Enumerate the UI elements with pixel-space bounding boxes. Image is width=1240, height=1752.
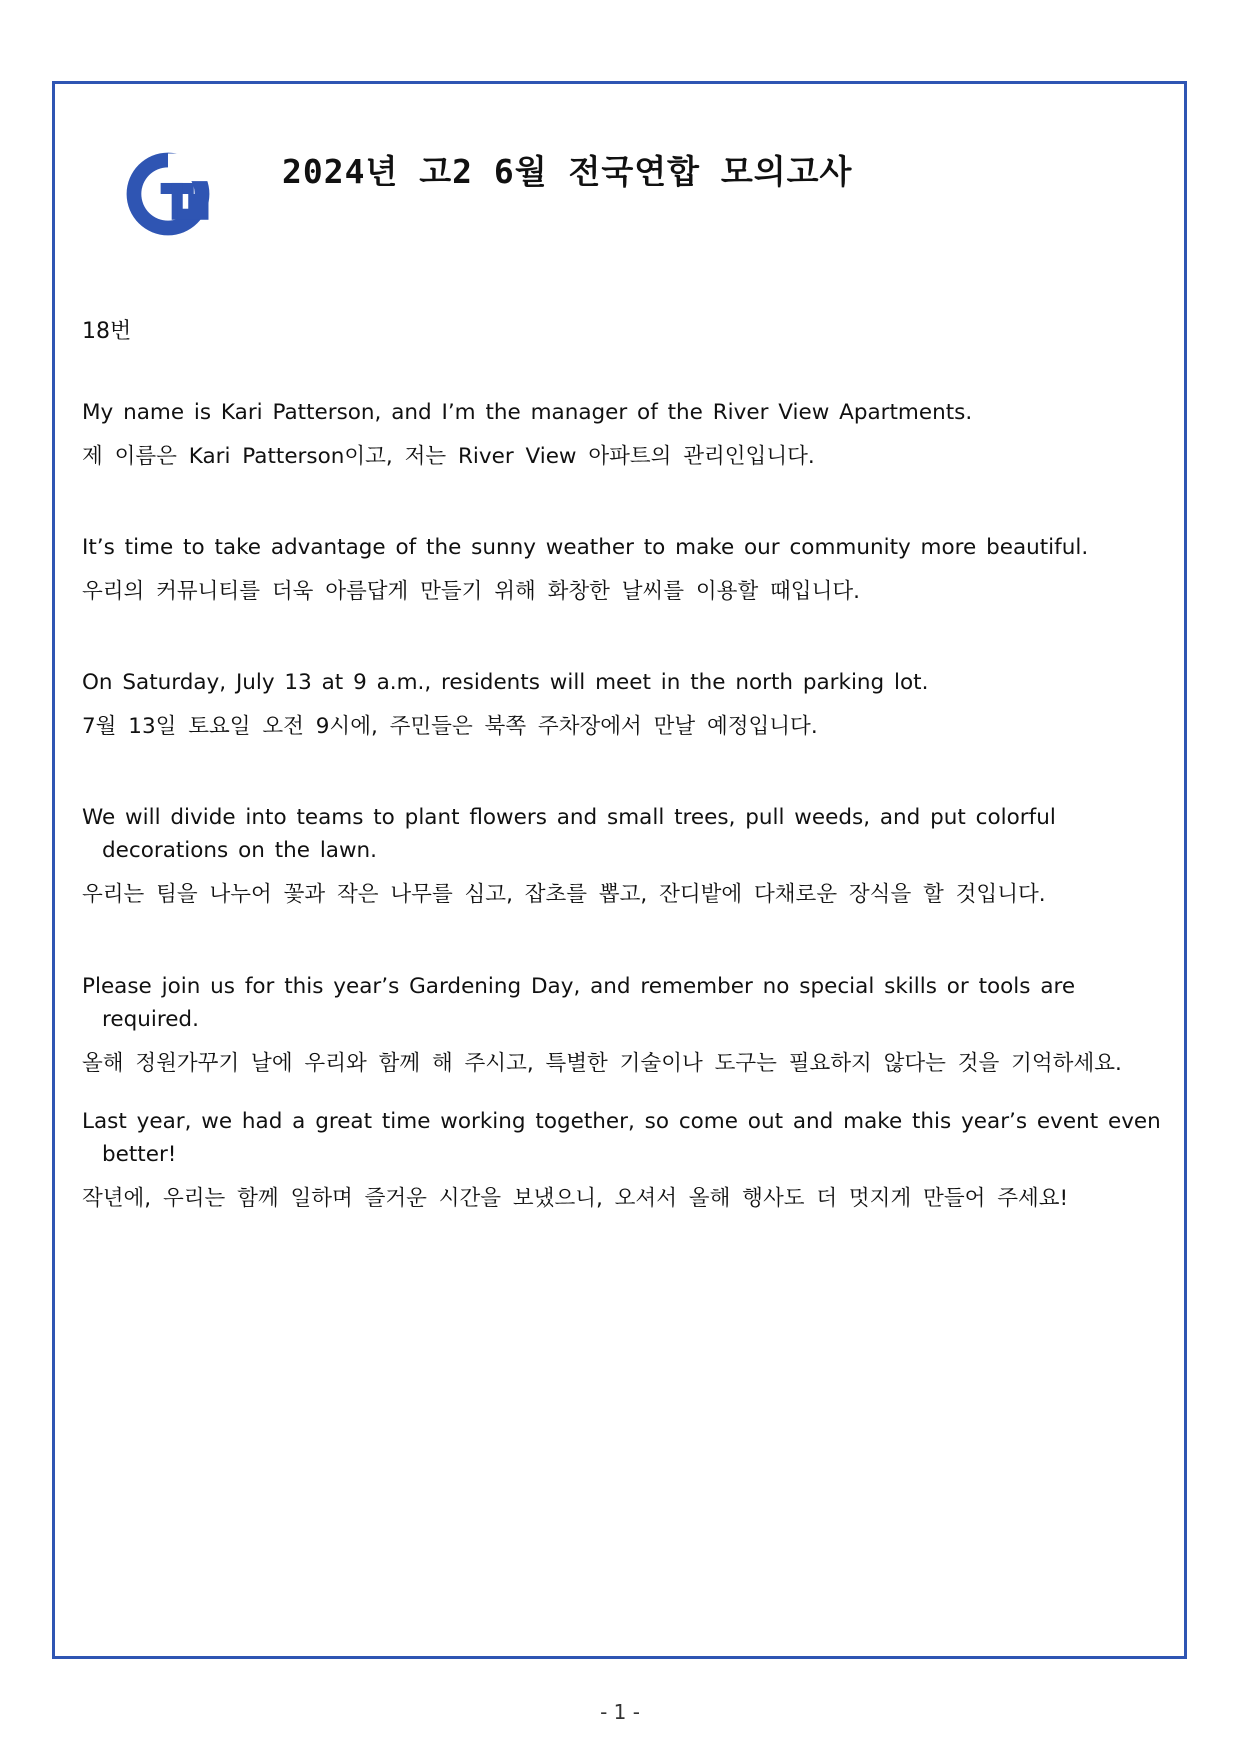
paragraph-5 <box>82 970 1162 1080</box>
korean-translation: 7월 13일 토요일 오전 9시에, 주민들은 북쪽 주차장에서 만날 예정입니다. <box>82 714 818 739</box>
english-sentence: We will divide into teams to plant flowers and small trees, pull weeds, and put colorful decorations on the lawn. <box>82 805 1056 863</box>
korean-translation: 올해 정원가꾸기 날에 우리와 함께 해 주시고, 특별한 기술이나 도구는 필요하지 않다는 것을 기억하세요. <box>82 1051 1122 1076</box>
paragraph-2 <box>82 531 1162 608</box>
logo-icon <box>122 148 214 240</box>
paragraph-6 <box>82 1105 1162 1215</box>
paragraph-4 <box>82 801 1162 911</box>
english-sentence: It’s time to take advantage of the sunny weather to make our community more beautiful. <box>82 535 1089 560</box>
paragraph-1 <box>82 396 1162 473</box>
korean-translation: 우리는 팀을 나누어 꽃과 작은 나무를 심고, 잡초를 뽑고, 잔디밭에 다채로운 장식을 할 것입니다. <box>82 882 1046 907</box>
korean-translation: 제 이름은 Kari Patterson이고, 저는 River View 아파트의 관리인입니다. <box>82 444 815 469</box>
paragraph-3 <box>82 666 1162 743</box>
page-number: - 1 - <box>600 1700 640 1724</box>
question-number: 18번 <box>82 319 132 344</box>
english-sentence: Last year, we had a great time working together, so come out and make this year’s event even better! <box>82 1109 1161 1167</box>
english-sentence: On Saturday, July 13 at 9 a.m., residents will meet in the north parking lot. <box>82 670 929 695</box>
korean-translation: 작년에, 우리는 함께 일하며 즐거운 시간을 보냈으니, 오셔서 올해 행사도 더 멋지게 만들어 주세요! <box>82 1186 1069 1211</box>
english-sentence: My name is Kari Patterson, and I’m the manager of the River View Apartments. <box>82 400 973 425</box>
korean-translation: 우리의 커뮤니티를 더욱 아름답게 만들기 위해 화창한 날씨를 이용할 때입니다. <box>82 579 860 604</box>
exam-title: 2024년 고2 6월 전국연합 모의고사 <box>282 152 853 191</box>
english-sentence: Please join us for this year’s Gardening Day, and remember no special skills or tools are required. <box>82 974 1076 1032</box>
